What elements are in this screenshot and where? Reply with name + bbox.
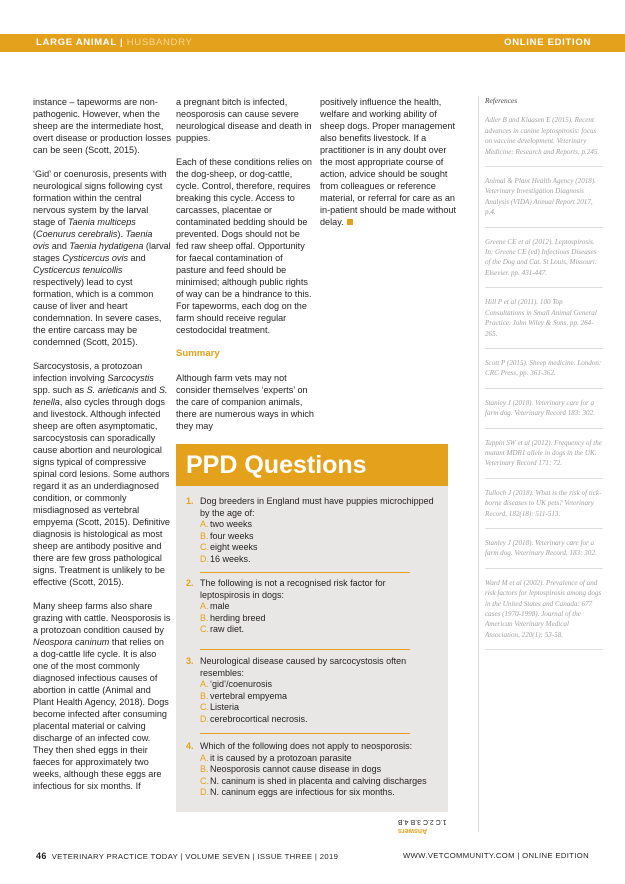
option-letter: C. (200, 702, 209, 713)
option-letter: A. (200, 519, 209, 530)
footer-right: WWW.VETCOMMUNITY.COM | ONLINE EDITION (402, 851, 589, 860)
option-letter: A. (200, 601, 209, 612)
option-letter: B. (200, 612, 209, 623)
answer-option (186, 624, 436, 636)
option-text: four weeks (210, 530, 254, 541)
publication-info: VETERINARY PRACTICE TODAY | VOLUME SEVEN | ISSUE THREE | 2019 (51, 852, 339, 861)
option-text: raw diet. (210, 624, 245, 635)
article-column-3 (320, 96, 460, 240)
paragraph (320, 96, 460, 228)
reference-item: Adler B and Klaasen E (2015). Recent advances in canine leptospirosis: focus on vaccine development. Veterinary Medicine: Research and Reports, p.245. (485, 115, 603, 167)
question-number: 4. (186, 741, 194, 751)
paragraph: Sarcocystosis, a protozoan infection involving Sarcocystis spp. such as S. arieticanis and S. tenella, also cycles through dogs and livestock. Although infected sheep are often asymptomatic, sarcocystosis can sporadically cause abortion and neurological signs typical of compressive spinal cord lesions. Some authors regard it as an underdiagnosed condition, or commonly misdiagnosed as vertebral empyema (Scott, 2015). Definitive diagnosis is histological as most sheep are antibody positive and there are few gross pathological signs. Treatment is unlikely to be effective (Scott, 2015). (33, 361, 170, 587)
reference-item: Scott P (2015). Sheep medicine. London: CRC Press, pp. 361-362. (485, 358, 603, 389)
answer-option (186, 554, 436, 566)
answer-option (186, 764, 436, 776)
option-letter: B. (200, 764, 209, 775)
question-text: Dog breeders in England must have puppies microchipped by the age of: (200, 496, 434, 518)
option-text: herding breed (210, 612, 266, 623)
paragraph: Many sheep farms also share grazing with cattle. Neosporosis is a protozoan condition caused by Neospora caninum that relies on a dog-cattle life cycle. It is also one of the most commonly diagnosed infectious causes of abortion in cattle (Animal and Plant Health Agency, 2018). Dogs become infected after consuming placental material or calving discharge of an infected cow. They then shed eggs in their faeces for approximately two weeks, although these eggs are infectious for six months. If (33, 601, 171, 791)
question-text: Neurological disease caused by sarcocystosis often resembles: (200, 656, 407, 678)
question-stem (186, 496, 436, 519)
option-letter: A. (200, 679, 209, 690)
option-text: male (210, 601, 230, 612)
reference-item: Stanley J (2018). Veterinary care for a farm dog. Veterinary Record, 183: 302. (485, 538, 603, 569)
reference-item: Tappin SW et al (2012). Frequency of the mutant MDR1 allele in dogs in the UK. Veterinary Record 171: 72. (485, 438, 603, 479)
article-column-2 (176, 96, 314, 444)
page-number: 46 (36, 851, 47, 861)
answers-values: 1.C 2.C 3.B 4.B (398, 818, 447, 825)
question-stem (186, 578, 436, 601)
answer-option (186, 787, 436, 799)
question-divider (200, 649, 410, 650)
answer-option (186, 531, 436, 543)
question-3 (186, 656, 436, 726)
option-letter: A. (200, 752, 209, 763)
option-letter: B. (200, 530, 209, 541)
section-name: LARGE ANIMAL (36, 37, 117, 48)
summary-text: Although farm vets may not consider themselves ‘experts’ on the care of companion animals, there are numerous ways in which they may (176, 373, 314, 431)
references-sidebar (478, 96, 603, 832)
paragraph: instance – tapeworms are non-pathogenic. However, when the sheep are the intermediate host, overt disease or production losses can be seen (Scott, 2015). (33, 97, 171, 155)
option-letter: D. (200, 713, 209, 724)
option-letter: D. (200, 787, 209, 798)
reference-item: Greene CE et al (2012). Leptospirosis. In: Greene CE (ed) Infectious Diseases of the Dog and Cat. St Louis, Missouri: Elsevier. pp. 431-447. (485, 237, 603, 289)
answer-option (186, 714, 436, 726)
answers-upside-down (398, 815, 448, 835)
option-text: it is caused by a protozoan parasite (210, 752, 352, 763)
references-list (485, 115, 603, 650)
option-letter: C. (200, 542, 209, 553)
option-text: eight weeks (210, 542, 258, 553)
end-of-article-mark (347, 219, 353, 225)
paragraph: a pregnant bitch is infected, neosporosis can cause severe neurological disease and death in puppies. (176, 97, 312, 143)
answer-option (186, 542, 436, 554)
option-letter: C. (200, 624, 209, 635)
reference-item: Animal & Plant Health Agency (2018). Veterinary Investigation Diagnosis Analysis (VIDA) Annual Report 2017, p.4. (485, 176, 603, 228)
option-text: vertebral empyema (210, 690, 288, 701)
option-letter: B. (200, 690, 209, 701)
question-2 (186, 578, 436, 636)
paragraph: Each of these conditions relies on the dog-sheep, or dog-cattle, cycle. Control, therefore, requires breaking this cycle. Access to carcasses, placentae or contaminated bedding should be prevented. Dogs should not be fed raw sheep offal. Opportunity for faecal contamination of pasture and feed should be minimised; although public rights of way can be a hindrance to this. For tapeworms, each dog on the farm should receive regular cestodocidal treatment. (176, 157, 312, 335)
option-text: Listeria (210, 702, 240, 713)
section-separator: | (116, 37, 127, 48)
option-text: N. caninum is shed in placenta and calving discharges (210, 775, 427, 786)
option-text: N. caninum eggs are infectious for six months. (210, 787, 395, 798)
reference-item: Stanley J (2018). Veterinary care for a farm dog. Veterinary Record 183: 302. (485, 398, 603, 429)
answers-heading: Answers (398, 827, 428, 834)
question-4 (186, 741, 436, 799)
question-divider (200, 733, 410, 734)
summary-heading: Summary (176, 348, 220, 359)
answer-option (186, 679, 436, 691)
option-text: ‘gid’/coenurosis (210, 679, 273, 690)
paragraph-text: positively influence the health, welfare and working ability of sheep dogs. Proper management also benefits livestock. If a practitioner is in any doubt over the most appropriate course of action, advice should be sought from colleagues or reference material, or referral for care as an in-patient should be made without delay. (320, 97, 456, 227)
ppd-title: PPD Questions (176, 444, 448, 486)
section-label (36, 37, 193, 48)
option-text: two weeks (210, 519, 253, 530)
option-text: Neosporosis cannot cause disease in dogs (210, 764, 382, 775)
edition-label: ONLINE EDITION (504, 37, 591, 48)
question-stem (186, 741, 436, 753)
answer-option (186, 691, 436, 703)
question-number: 3. (186, 656, 194, 666)
answer-option (186, 753, 436, 765)
answer-option (186, 519, 436, 531)
references-heading: References (485, 96, 518, 105)
answer-option (186, 776, 436, 788)
question-stem (186, 656, 436, 679)
question-text: Which of the following does not apply to neosporosis: (200, 741, 413, 751)
question-1 (186, 496, 436, 566)
article-column-1 (33, 96, 171, 804)
reference-item: Ward M et al (2002). Prevalence of and risk factors for leptospirosis among dogs in the United States and Canada: 677 cases (1970-1998). Journal of the American Veterinary Medical Association, 220(1): 53-58. (485, 578, 603, 650)
footer-left (36, 851, 338, 861)
answer-option (186, 601, 436, 613)
question-divider (200, 572, 410, 573)
ppd-questions-box (176, 444, 448, 812)
option-text: 16 weeks. (210, 553, 251, 564)
option-letter: C. (200, 775, 209, 786)
option-text: cerebrocortical necrosis. (210, 713, 308, 724)
reference-item: Tulloch J (2018). What is the risk of tick-borne diseases to UK pets? Veterinary Record, 182(18): 511-513. (485, 488, 603, 529)
answer-option (186, 702, 436, 714)
option-letter: D. (200, 553, 209, 564)
question-number: 2. (186, 578, 194, 588)
subsection-name: HUSBANDRY (126, 37, 193, 48)
paragraph: ‘Gid’ or coenurosis, presents with neurological signs following cyst formation within the central nervous system by the larval stage of Taenia multiceps (Coenurus cerebralis). Taenia ovis and Taenia hydatigena (larval stages Cysticercus ovis and Cysticercus tenuicollis respectively) lead to cyst formation, which is a common cause of liver and heart condemnation. In severe cases, the entire carcass may be condemned (Scott, 2015). (33, 169, 171, 347)
question-text: The following is not a recognised risk factor for leptospirosis in dogs: (200, 578, 386, 600)
question-number: 1. (186, 496, 194, 506)
section-header-bar (0, 34, 625, 52)
answer-option (186, 613, 436, 625)
reference-item: Hill P et al (2011). 100 Top Consultations in Small Animal General Practice. John Wiley & Sons, pp. 264-265. (485, 297, 603, 349)
